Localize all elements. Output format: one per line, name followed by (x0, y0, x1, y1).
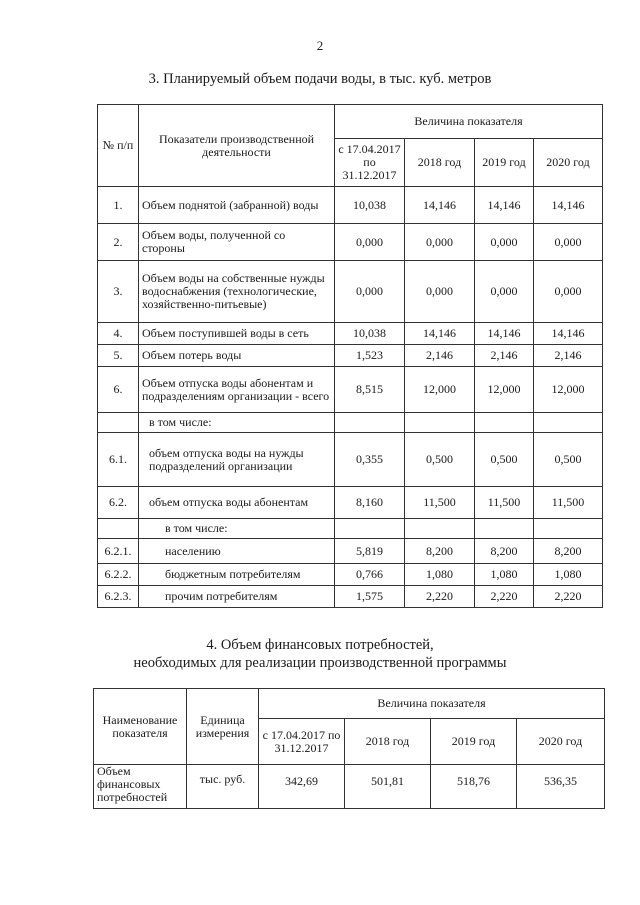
row-value-period-3: 2,146 (475, 345, 534, 367)
financial-needs-table (93, 688, 605, 809)
table-row (98, 345, 603, 367)
row-value-period-3: 12,000 (475, 367, 534, 413)
row-indicator-name: Объем потерь воды (139, 345, 335, 367)
table-row (98, 187, 603, 224)
header-value-group: Величина показателя (335, 105, 603, 139)
header-num: № п/п (98, 105, 139, 187)
row-value-period-1: 10,038 (335, 323, 405, 345)
row-indicator-name: Объем воды, полученной со стороны (139, 224, 335, 261)
row-indicator-name: Объем отпуска воды абонентам и подразделениям организации - всего (139, 367, 335, 413)
row-value-period-1: 1,575 (335, 586, 405, 608)
row-value-period-2: 0,000 (405, 261, 475, 323)
header-unit: Единица измерения (187, 689, 259, 765)
row-value-period-1: 0,000 (335, 224, 405, 261)
row-value-period-1: 10,038 (335, 187, 405, 224)
row-num: 5. (98, 345, 139, 367)
row-indicator-name: Объем воды на собственные нужды водоснабжения (технологические, хозяйственно-питьевые) (139, 261, 335, 323)
row-num: 6. (98, 367, 139, 413)
row-num: 4. (98, 323, 139, 345)
header-period-2: 2018 год (345, 719, 431, 765)
row-indicator-name: в том числе: (139, 519, 335, 539)
row-value-period-4 (534, 519, 603, 539)
row-value-period-3: 11,500 (475, 487, 534, 519)
row-indicator-name: в том числе: (139, 413, 335, 433)
table-row (98, 367, 603, 413)
row-num: 3. (98, 261, 139, 323)
row-indicator-name: населению (139, 539, 335, 564)
row-value-period-4 (534, 413, 603, 433)
row-value-period-2: 0,000 (405, 224, 475, 261)
row-value-period-4: 12,000 (534, 367, 603, 413)
row-value-period-3: 0,000 (475, 261, 534, 323)
row-value-period-2: 0,500 (405, 433, 475, 487)
row-value-period-2: 501,81 (345, 765, 431, 809)
financial-needs-table-body (94, 765, 605, 809)
row-value-period-1 (335, 519, 405, 539)
row-value-period-1 (335, 413, 405, 433)
row-value-period-3: 8,200 (475, 539, 534, 564)
header-period-2: 2018 год (405, 139, 475, 187)
row-value-period-4: 0,000 (534, 261, 603, 323)
row-num (98, 519, 139, 539)
row-indicator-name: Объем поступившей воды в сеть (139, 323, 335, 345)
row-num: 6.2.2. (98, 564, 139, 586)
row-value-period-1: 1,523 (335, 345, 405, 367)
header-period-4: 2020 год (534, 139, 603, 187)
header-indicators: Показатели производственной деятельности (139, 105, 335, 187)
row-value-period-2: 1,080 (405, 564, 475, 586)
table-row (94, 765, 605, 809)
row-value-period-2: 11,500 (405, 487, 475, 519)
section-title-water-supply: 3. Планируемый объем подачи воды, в тыс. куб. метров (148, 71, 492, 87)
row-value-period-2: 8,200 (405, 539, 475, 564)
table-row (98, 564, 603, 586)
table-row (98, 413, 603, 433)
row-num: 6.2.3. (98, 586, 139, 608)
header-name: Наименование показателя (94, 689, 187, 765)
row-indicator-name: объем отпуска воды абонентам (139, 487, 335, 519)
row-value-period-2: 14,146 (405, 323, 475, 345)
row-indicator-name: бюджетным потребителям (139, 564, 335, 586)
table-row (98, 487, 603, 519)
row-num: 6.2. (98, 487, 139, 519)
row-value-period-4: 2,146 (534, 345, 603, 367)
row-value-period-1: 5,819 (335, 539, 405, 564)
row-value-period-3: 14,146 (475, 323, 534, 345)
row-num: 6.1. (98, 433, 139, 487)
header-period-1: с 17.04.2017 по 31.12.2017 (259, 719, 345, 765)
row-value-period-3 (475, 519, 534, 539)
row-value-period-1: 0,355 (335, 433, 405, 487)
header-period-3: 2019 год (475, 139, 534, 187)
row-value-period-4: 2,220 (534, 586, 603, 608)
water-supply-table-body (98, 187, 603, 608)
row-value-period-1: 0,766 (335, 564, 405, 586)
section-title-financial-line-1: 4. Объем финансовых потребностей, (206, 637, 434, 653)
row-value-period-4: 0,500 (534, 433, 603, 487)
row-indicator-name: Объем поднятой (забранной) воды (139, 187, 335, 224)
table-row (98, 539, 603, 564)
row-unit: тыс. руб. (187, 765, 259, 809)
row-value-period-4: 1,080 (534, 564, 603, 586)
row-value-period-2 (405, 413, 475, 433)
row-value-period-3: 1,080 (475, 564, 534, 586)
header-period-4: 2020 год (517, 719, 605, 765)
row-value-period-3: 0,500 (475, 433, 534, 487)
table-row (98, 224, 603, 261)
header-period-1: с 17.04.2017 по 31.12.2017 (335, 139, 405, 187)
row-value-period-4: 536,35 (517, 765, 605, 809)
row-value-period-4: 0,000 (534, 224, 603, 261)
row-value-period-4: 14,146 (534, 187, 603, 224)
row-value-period-1: 8,160 (335, 487, 405, 519)
row-value-period-2: 2,146 (405, 345, 475, 367)
row-value-period-2: 14,146 (405, 187, 475, 224)
row-indicator-name: прочим потребителям (139, 586, 335, 608)
row-num (98, 413, 139, 433)
row-value-period-4: 14,146 (534, 323, 603, 345)
page-number: 2 (316, 38, 324, 53)
row-value-period-3: 2,220 (475, 586, 534, 608)
row-value-period-1: 8,515 (335, 367, 405, 413)
header-value-group: Величина показателя (259, 689, 605, 719)
row-value-period-2: 12,000 (405, 367, 475, 413)
table-row (98, 323, 603, 345)
row-value-period-3: 518,76 (431, 765, 517, 809)
row-value-period-4: 11,500 (534, 487, 603, 519)
row-value-period-2 (405, 519, 475, 539)
table-row (98, 433, 603, 487)
row-value-period-4: 8,200 (534, 539, 603, 564)
table-row (98, 586, 603, 608)
header-period-3: 2019 год (431, 719, 517, 765)
section-title-financial-line-2: необходимых для реализации производственной программы (133, 655, 507, 671)
row-value-period-1: 0,000 (335, 261, 405, 323)
section-title-financial (0, 636, 640, 672)
table-row (98, 519, 603, 539)
table-row (98, 261, 603, 323)
row-indicator-name: объем отпуска воды на нужды подразделений организации (139, 433, 335, 487)
row-value-period-2: 2,220 (405, 586, 475, 608)
row-num: 6.2.1. (98, 539, 139, 564)
row-num: 2. (98, 224, 139, 261)
row-value-period-3: 0,000 (475, 224, 534, 261)
row-value-period-3: 14,146 (475, 187, 534, 224)
row-value-period-1: 342,69 (259, 765, 345, 809)
row-value-period-3 (475, 413, 534, 433)
water-supply-table (97, 104, 603, 608)
row-indicator-name: Объем финансовых потребностей (94, 765, 187, 809)
row-num: 1. (98, 187, 139, 224)
